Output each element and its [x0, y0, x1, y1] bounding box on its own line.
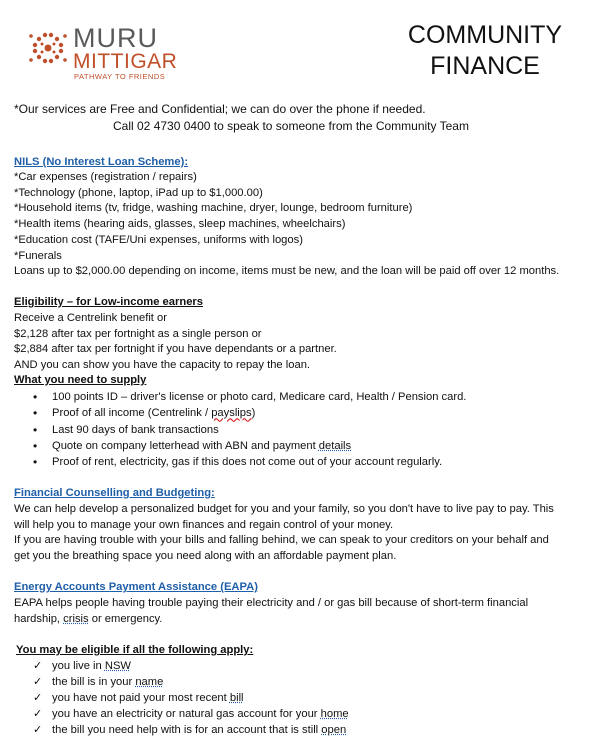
- check-item-text: the bill is in your: [52, 676, 136, 688]
- list-item: [14, 422, 466, 438]
- eapa-text: hardship,: [14, 613, 64, 625]
- counselling-line: get you the breathing space you need along with an affordable payment plan.: [14, 550, 397, 563]
- check-icon: ✓: [33, 676, 43, 688]
- dot-art-icon: [26, 26, 70, 70]
- nils-item: *Car expenses (registration / repairs): [14, 171, 197, 183]
- counselling-text: [14, 502, 554, 565]
- check-item-text: you have an electricity or natural gas account for your: [52, 708, 321, 720]
- list-item: [14, 658, 349, 674]
- counselling-line: If you are having trouble with your bills and falling behind, we can speak to your creditors on your behalf and: [14, 534, 549, 547]
- nils-item: *Health items (hearing aids, glasses, sleep machines, wheelchairs): [14, 218, 346, 231]
- eligibility-line: Receive a Centrelink benefit or: [14, 312, 167, 324]
- check-icon: ✓: [33, 708, 43, 720]
- counselling-heading[interactable]: Financial Counselling and Budgeting:: [14, 487, 215, 499]
- intro-line-1: *Our services are Free and Confidential; we can do over the phone if needed.: [14, 102, 426, 116]
- supply-item-text: Last 90 days of bank transactions: [52, 423, 219, 436]
- grammar-flag-word: open: [321, 724, 347, 736]
- list-item: [14, 389, 466, 405]
- title-line-2: FINANCE: [430, 52, 540, 80]
- nils-item: *Technology (phone, laptop, iPad up to $1,000.00): [14, 186, 263, 199]
- title-line-1: COMMUNITY: [407, 21, 563, 49]
- check-icon: ✓: [33, 660, 43, 672]
- grammar-flag-word: NSW: [104, 660, 131, 672]
- logo-tagline: PATHWAY TO FRIENDS: [74, 72, 166, 81]
- list-item: [14, 706, 349, 722]
- supply-item-text: Proof of rent, electricity, gas if this does not come out of your account regularly.: [52, 456, 443, 469]
- logo-mittigar-text: MITTIGAR: [73, 50, 178, 73]
- supply-item-text: ): [251, 407, 256, 420]
- nils-list: [14, 170, 559, 280]
- nils-item: *Funerals: [14, 249, 62, 262]
- grammar-flag-word: details: [318, 439, 352, 452]
- list-item: [14, 405, 466, 421]
- intro-line-2: Call 02 4730 0400 to speak to someone from the Community Team: [113, 119, 469, 133]
- eligibility-line: $2,884 after tax per fortnight if you have dependants or a partner.: [14, 343, 337, 356]
- supply-heading: What you need to supply: [14, 374, 147, 386]
- eapa-heading[interactable]: Energy Accounts Payment Assistance (EAPA): [14, 581, 258, 593]
- list-item: [14, 438, 466, 454]
- check-icon: ✓: [33, 724, 43, 736]
- eligibility-line: $2,128 after tax per fortnight as a single person or: [14, 327, 262, 340]
- grammar-flag-word: bill: [229, 692, 244, 704]
- counselling-line: will help you to manage your own finances and regain control of your money.: [14, 518, 394, 531]
- check-item-text: the bill you need help with is for an account that is still: [52, 724, 322, 736]
- supply-item-text: Proof of all income (Centrelink /: [52, 407, 212, 420]
- eligibility-line: AND you can show you have the capacity to repay the loan.: [14, 359, 311, 372]
- list-item: [14, 690, 349, 706]
- grammar-flag-word: crisis: [63, 613, 89, 625]
- list-item: [14, 454, 466, 470]
- page-title: [380, 20, 590, 82]
- list-item: [14, 722, 349, 738]
- eapa-text: or emergency.: [88, 613, 163, 625]
- counselling-line: We can help develop a personalized budget for you and your family, so you don't have to live pay to pay. This: [14, 503, 554, 515]
- nils-heading[interactable]: NILS (No Interest Loan Scheme):: [14, 156, 189, 168]
- eligibility-lines: [14, 311, 337, 374]
- spellcheck-word: payslips: [211, 407, 252, 420]
- check-icon: ✓: [33, 692, 43, 704]
- grammar-flag-word: name: [135, 676, 164, 688]
- nils-item: *Education cost (TAFE/Uni expenses, uniforms with logos): [14, 233, 303, 246]
- list-item: [14, 674, 349, 690]
- muru-mittigar-logo: [26, 24, 206, 84]
- logo-muru-text: MURU: [73, 23, 158, 53]
- grammar-flag-word: home: [320, 708, 349, 720]
- eligible-heading: You may be eligible if all the following apply:: [16, 644, 254, 656]
- supply-item-text: Quote on company letterhead with ABN and payment: [52, 439, 319, 452]
- supply-list: [14, 389, 466, 470]
- check-item-text: you live in: [52, 660, 105, 672]
- eapa-line-2: [14, 612, 162, 628]
- supply-item-text: 100 points ID – driver's license or photo card, Medicare card, Health / Pension card.: [52, 391, 467, 403]
- eligible-checklist: [14, 658, 349, 738]
- eapa-line-1: EAPA helps people having trouble paying their electricity and / or gas bill because of short-term financial: [14, 597, 529, 609]
- nils-loan-terms: Loans up to $2,000.00 depending on income, items must be new, and the loan will be paid off over 12 months.: [14, 265, 560, 278]
- check-item-text: you have not paid your most recent: [52, 692, 230, 704]
- nils-item: *Household items (tv, fridge, washing machine, dryer, lounge, bedroom furniture): [14, 202, 413, 215]
- eligibility-heading: Eligibility – for Low-income earners: [14, 296, 203, 308]
